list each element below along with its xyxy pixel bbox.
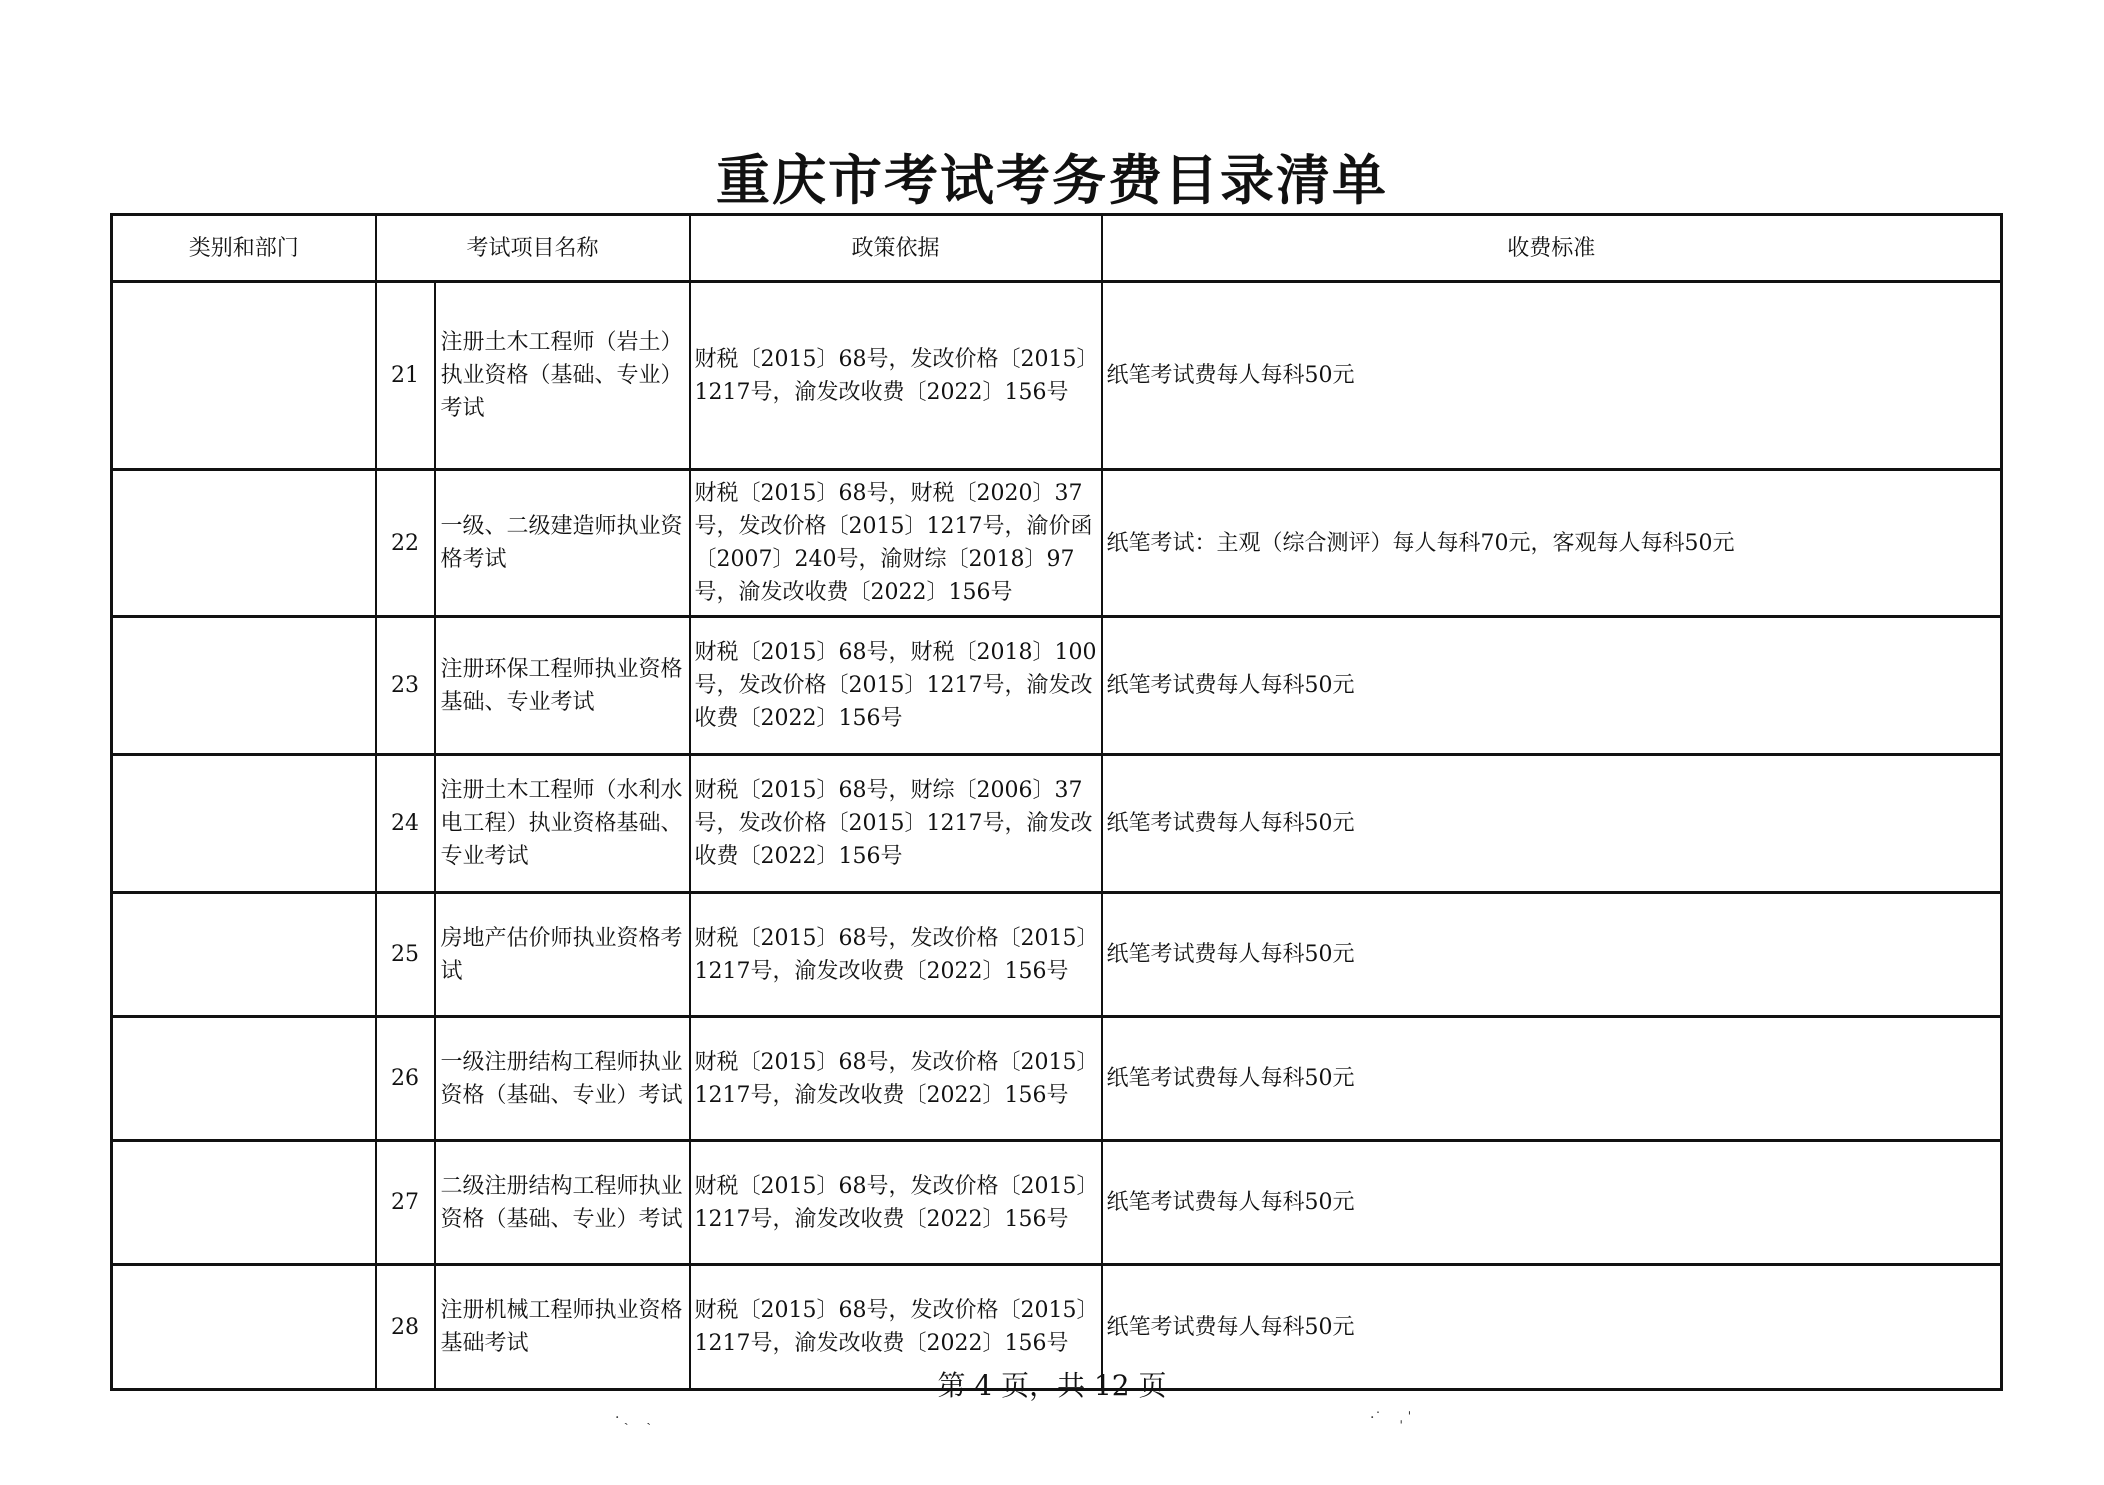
policy-basis: 财税〔2015〕68号，财综〔2006〕37号，发改价格〔2015〕1217号，渝发改收费〔2022〕156号 (690, 755, 1102, 893)
exam-name: 房地产估价师执业资格考试 (435, 893, 690, 1017)
document-title: 重庆市考试考务费目录清单 (716, 148, 1388, 212)
exam-name: 注册机械工程师执业资格基础考试 (435, 1265, 690, 1390)
exam-name: 一级、二级建造师执业资格考试 (435, 470, 690, 617)
policy-basis: 财税〔2015〕68号，发改价格〔2015〕1217号，渝发改收费〔2022〕156号 (690, 1141, 1102, 1265)
policy-basis: 财税〔2015〕68号，发改价格〔2015〕1217号，渝发改收费〔2022〕156号 (690, 282, 1102, 470)
header-exam-name: 考试项目名称 (376, 215, 690, 282)
row-number: 25 (376, 893, 435, 1017)
row-number: 21 (376, 282, 435, 470)
category-cell (112, 282, 376, 470)
row-number: 26 (376, 1017, 435, 1141)
category-cell (112, 617, 376, 755)
table-row (112, 470, 2002, 617)
policy-basis: 财税〔2015〕68号，财税〔2018〕100号，发改价格〔2015〕1217号，渝发改收费〔2022〕156号 (690, 617, 1102, 755)
category-cell (112, 893, 376, 1017)
header-policy: 政策依据 (690, 215, 1102, 282)
page-number: 第 4 页，共 12 页 (937, 1369, 1167, 1402)
exam-name: 二级注册结构工程师执业资格（基础、专业）考试 (435, 1141, 690, 1265)
fee-table (110, 213, 2003, 1391)
exam-name: 一级注册结构工程师执业资格（基础、专业）考试 (435, 1017, 690, 1141)
fee-standard: 纸笔考试费每人每科50元 (1102, 617, 2002, 755)
policy-basis: 财税〔2015〕68号，财税〔2020〕37号，发改价格〔2015〕1217号，渝价函〔2007〕240号，渝财综〔2018〕97号，渝发改收费〔2022〕156号 (690, 470, 1102, 617)
exam-name: 注册土木工程师（岩土）执业资格（基础、专业）考试 (435, 282, 690, 470)
fee-standard: 纸笔考试费每人每科50元 (1102, 1017, 2002, 1141)
scan-speck: ·˙ ˌ ˈ (1370, 1410, 1412, 1426)
category-cell (112, 470, 376, 617)
category-cell (112, 1141, 376, 1265)
header-fee: 收费标准 (1102, 215, 2002, 282)
fee-standard: 纸笔考试费每人每科50元 (1102, 755, 2002, 893)
policy-basis: 财税〔2015〕68号，发改价格〔2015〕1217号，渝发改收费〔2022〕156号 (690, 1265, 1102, 1390)
policy-basis: 财税〔2015〕68号，发改价格〔2015〕1217号，渝发改收费〔2022〕156号 (690, 893, 1102, 1017)
header-category: 类别和部门 (112, 215, 376, 282)
table-row (112, 617, 2002, 755)
fee-standard: 纸笔考试费每人每科50元 (1102, 1141, 2002, 1265)
header-row (112, 215, 2002, 282)
scan-speck: · ˎ ˏ (615, 1410, 652, 1426)
table-row (112, 282, 2002, 470)
category-cell (112, 1017, 376, 1141)
policy-basis: 财税〔2015〕68号，发改价格〔2015〕1217号，渝发改收费〔2022〕156号 (690, 1017, 1102, 1141)
row-number: 27 (376, 1141, 435, 1265)
row-number: 28 (376, 1265, 435, 1390)
table-row (112, 755, 2002, 893)
table-row (112, 1017, 2002, 1141)
row-number: 22 (376, 470, 435, 617)
table-row (112, 893, 2002, 1017)
fee-standard: 纸笔考试：主观（综合测评）每人每科70元，客观每人每科50元 (1102, 470, 2002, 617)
row-number: 23 (376, 617, 435, 755)
category-cell (112, 755, 376, 893)
fee-standard: 纸笔考试费每人每科50元 (1102, 893, 2002, 1017)
row-number: 24 (376, 755, 435, 893)
fee-standard: 纸笔考试费每人每科50元 (1102, 1265, 2002, 1390)
table-row (112, 1141, 2002, 1265)
exam-name: 注册环保工程师执业资格基础、专业考试 (435, 617, 690, 755)
fee-standard: 纸笔考试费每人每科50元 (1102, 282, 2002, 470)
exam-name: 注册土木工程师（水利水电工程）执业资格基础、专业考试 (435, 755, 690, 893)
